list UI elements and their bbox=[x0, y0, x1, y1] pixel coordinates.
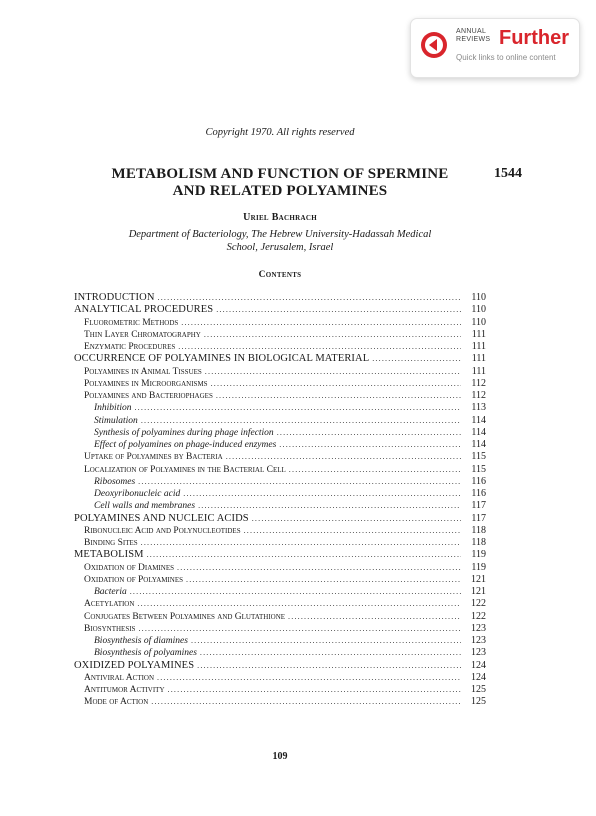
toc-leader-dots bbox=[211, 378, 461, 390]
toc-leader-dots bbox=[372, 353, 461, 365]
toc-entry bbox=[74, 451, 486, 463]
toc-entry-page: 116 bbox=[471, 475, 486, 487]
toc-entry-label: Binding Sites bbox=[84, 538, 138, 548]
toc-entry bbox=[74, 598, 486, 610]
copyright-notice: Copyright 1970. All rights reserved bbox=[205, 127, 355, 138]
toc-entry-page: 118 bbox=[471, 524, 486, 536]
title-line-1: METABOLISM AND FUNCTION OF SPERMINE bbox=[111, 166, 449, 182]
toc-entry-page: 111 bbox=[471, 341, 486, 352]
toc-entry-label: Oxidation of Polyamines bbox=[84, 574, 184, 585]
toc-leader-dots bbox=[216, 304, 461, 316]
toc-entry-page: 111 bbox=[471, 353, 486, 365]
toc-entry bbox=[74, 378, 486, 390]
toc-entry-page: 121 bbox=[471, 586, 486, 597]
page-number: 109 bbox=[272, 751, 288, 762]
toc-entry bbox=[74, 329, 486, 341]
toc-leader-dots bbox=[157, 672, 461, 684]
toc-leader-dots bbox=[204, 329, 461, 341]
toc-leader-dots bbox=[216, 390, 461, 402]
further-tagline: Quick links to online content bbox=[456, 53, 556, 62]
toc-leader-dots bbox=[183, 488, 461, 500]
toc-entry-label: Cell walls and membranes bbox=[94, 501, 196, 512]
toc-leader-dots bbox=[186, 574, 461, 586]
toc-entry-label: Biosynthesis of diamines bbox=[94, 636, 188, 646]
toc-entry bbox=[74, 611, 486, 623]
toc-entry-label: Enzymatic Procedures bbox=[84, 342, 176, 352]
toc-entry-page: 119 bbox=[471, 549, 486, 561]
toc-entry bbox=[74, 647, 486, 659]
toc-entry bbox=[74, 439, 486, 451]
toc-leader-dots bbox=[205, 366, 461, 378]
toc-entry bbox=[74, 513, 486, 525]
toc-entry-label: Polyamines in Microorganisms bbox=[84, 378, 208, 389]
toc-entry bbox=[74, 464, 486, 476]
toc-entry-label: Deoxyribonucleic acid bbox=[94, 489, 181, 499]
toc-leader-dots bbox=[130, 586, 461, 598]
title-line-2: AND RELATED POLYAMINES bbox=[172, 183, 388, 199]
further-links-widget[interactable] bbox=[410, 18, 580, 78]
toc-entry bbox=[74, 660, 486, 672]
toc-leader-dots bbox=[198, 500, 461, 512]
toc-entry bbox=[74, 537, 486, 549]
author-name: Uriel Bachrach bbox=[243, 212, 317, 223]
toc-entry bbox=[74, 476, 486, 488]
toc-entry bbox=[74, 586, 486, 598]
toc-entry-label: OXIDIZED POLYAMINES bbox=[74, 659, 195, 671]
toc-leader-dots bbox=[134, 402, 461, 414]
toc-entry bbox=[74, 390, 486, 402]
toc-leader-dots bbox=[177, 562, 461, 574]
toc-entry-page: 115 bbox=[471, 463, 486, 475]
toc-entry bbox=[74, 562, 486, 574]
toc-entry-page: 110 bbox=[471, 316, 486, 328]
toc-entry bbox=[74, 366, 486, 378]
toc-entry-label: METABOLISM bbox=[74, 549, 144, 561]
toc-entry bbox=[74, 500, 486, 512]
toc-entry-label: Inhibition bbox=[94, 403, 132, 414]
toc-entry-label: Polyamines in Animal Tissues bbox=[84, 366, 202, 377]
toc-entry bbox=[74, 549, 486, 561]
toc-entry-label: Biosynthesis of polyamines bbox=[94, 648, 197, 659]
toc-leader-dots bbox=[226, 451, 461, 463]
toc-leader-dots bbox=[141, 537, 461, 549]
toc-entry-label: INTRODUCTION bbox=[74, 292, 155, 303]
toc-entry-label: Fluorometric Methods bbox=[84, 317, 179, 328]
toc-entry bbox=[74, 402, 486, 414]
toc-entry-page: 115 bbox=[471, 451, 486, 463]
toc-entry-page: 123 bbox=[471, 622, 486, 634]
toc-entry-label: ANALYTICAL PROCEDURES bbox=[74, 304, 214, 316]
toc-entry bbox=[74, 525, 486, 537]
toc-leader-dots bbox=[252, 513, 461, 525]
toc-entry-page: 112 bbox=[471, 390, 486, 401]
play-arrow-icon bbox=[420, 31, 448, 64]
toc-entry-label: Effect of polyamines on phage-induced enzymes bbox=[94, 440, 277, 450]
toc-leader-dots bbox=[279, 439, 461, 451]
toc-leader-dots bbox=[137, 598, 461, 610]
toc-entry bbox=[74, 427, 486, 439]
toc-leader-dots bbox=[277, 427, 461, 439]
toc-entry-page: 124 bbox=[471, 659, 486, 671]
toc-entry-page: 117 bbox=[471, 512, 486, 524]
table-of-contents bbox=[74, 292, 486, 709]
toc-entry-label: Polyamines and Bacteriophages bbox=[84, 391, 213, 401]
contents-heading: Contents bbox=[258, 270, 302, 280]
toc-leader-dots bbox=[288, 611, 461, 623]
toc-entry-page: 122 bbox=[471, 610, 486, 622]
toc-entry-page: 119 bbox=[471, 561, 486, 573]
toc-entry-page: 110 bbox=[471, 292, 486, 303]
toc-entry-label: Acetylation bbox=[84, 599, 135, 610]
toc-entry-label: Uptake of Polyamines by Bacteria bbox=[84, 452, 223, 463]
toc-leader-dots bbox=[197, 660, 461, 672]
toc-entry bbox=[74, 635, 486, 647]
toc-entry bbox=[74, 415, 486, 427]
toc-entry-page: 125 bbox=[471, 684, 486, 695]
further-brand: Further bbox=[499, 27, 569, 49]
toc-entry-label: Mode of Action bbox=[84, 697, 149, 708]
affiliation-line-1: Department of Bacteriology, The Hebrew University-Hadassah Medical bbox=[128, 229, 432, 240]
toc-entry bbox=[74, 353, 486, 365]
toc-entry-page: 123 bbox=[471, 635, 486, 646]
toc-leader-dots bbox=[200, 647, 461, 659]
toc-leader-dots bbox=[289, 464, 461, 476]
toc-entry-page: 111 bbox=[471, 328, 486, 340]
toc-entry-page: 113 bbox=[471, 402, 486, 414]
toc-entry bbox=[74, 574, 486, 586]
toc-leader-dots bbox=[147, 549, 461, 561]
toc-entry-page: 123 bbox=[471, 647, 486, 659]
toc-entry-page: 124 bbox=[471, 671, 486, 683]
toc-entry-page: 114 bbox=[471, 414, 486, 426]
toc-entry bbox=[74, 696, 486, 708]
toc-leader-dots bbox=[138, 623, 461, 635]
toc-entry-page: 114 bbox=[471, 426, 486, 438]
toc-leader-dots bbox=[151, 696, 461, 708]
toc-entry-page: 118 bbox=[471, 537, 486, 548]
page-code: 1544 bbox=[494, 166, 522, 181]
toc-entry-label: Antiviral Action bbox=[84, 672, 155, 683]
toc-entry-page: 125 bbox=[471, 696, 486, 708]
article-title bbox=[70, 166, 490, 200]
toc-entry-page: 117 bbox=[471, 500, 486, 512]
toc-leader-dots bbox=[191, 635, 461, 647]
toc-entry-label: Antitumor Activity bbox=[84, 685, 165, 695]
toc-leader-dots bbox=[158, 292, 461, 304]
toc-entry-label: Oxidation of Diamines bbox=[84, 562, 175, 573]
toc-entry bbox=[74, 672, 486, 684]
toc-leader-dots bbox=[138, 476, 461, 488]
toc-entry-page: 121 bbox=[471, 573, 486, 585]
toc-entry-label: Ribosomes bbox=[94, 476, 136, 487]
toc-entry-page: 116 bbox=[471, 488, 486, 499]
toc-entry-label: POLYAMINES AND NUCLEIC ACIDS bbox=[74, 512, 249, 524]
toc-leader-dots bbox=[141, 415, 461, 427]
toc-entry-label: Ribonucleic Acid and Polynucleotides bbox=[84, 525, 241, 536]
toc-leader-dots bbox=[168, 684, 461, 696]
toc-entry-label: Conjugates Between Polyamines and Glutathione bbox=[84, 611, 286, 622]
toc-entry bbox=[74, 292, 486, 304]
toc-entry bbox=[74, 684, 486, 696]
toc-entry bbox=[74, 341, 486, 353]
toc-leader-dots bbox=[244, 525, 461, 537]
toc-entry bbox=[74, 488, 486, 500]
toc-entry-page: 114 bbox=[471, 439, 486, 450]
toc-entry-page: 112 bbox=[471, 377, 486, 389]
annual-reviews-wordmark: ANNUAL REVIEWS bbox=[456, 28, 491, 43]
toc-entry-label: Stimulation bbox=[94, 415, 138, 426]
toc-entry bbox=[74, 304, 486, 316]
toc-entry-label: Synthesis of polyamines during phage infection bbox=[94, 427, 274, 438]
author-affiliation bbox=[80, 228, 480, 254]
toc-leader-dots bbox=[178, 341, 461, 353]
toc-entry-label: Thin Layer Chromatography bbox=[84, 329, 201, 340]
toc-entry-page: 122 bbox=[471, 598, 486, 610]
toc-entry-page: 110 bbox=[471, 304, 486, 316]
toc-entry-page: 111 bbox=[471, 365, 486, 377]
toc-leader-dots bbox=[181, 317, 461, 329]
toc-entry bbox=[74, 317, 486, 329]
toc-entry-label: OCCURRENCE OF POLYAMINES IN BIOLOGICAL MATERIAL bbox=[74, 353, 370, 365]
toc-entry-label: Localization of Polyamines in the Bacterial Cell bbox=[84, 464, 286, 475]
toc-entry bbox=[74, 623, 486, 635]
affiliation-line-2: School, Jerusalem, Israel bbox=[226, 242, 334, 253]
toc-entry-label: Bacteria bbox=[94, 587, 127, 597]
toc-entry-label: Biosynthesis bbox=[84, 623, 136, 634]
